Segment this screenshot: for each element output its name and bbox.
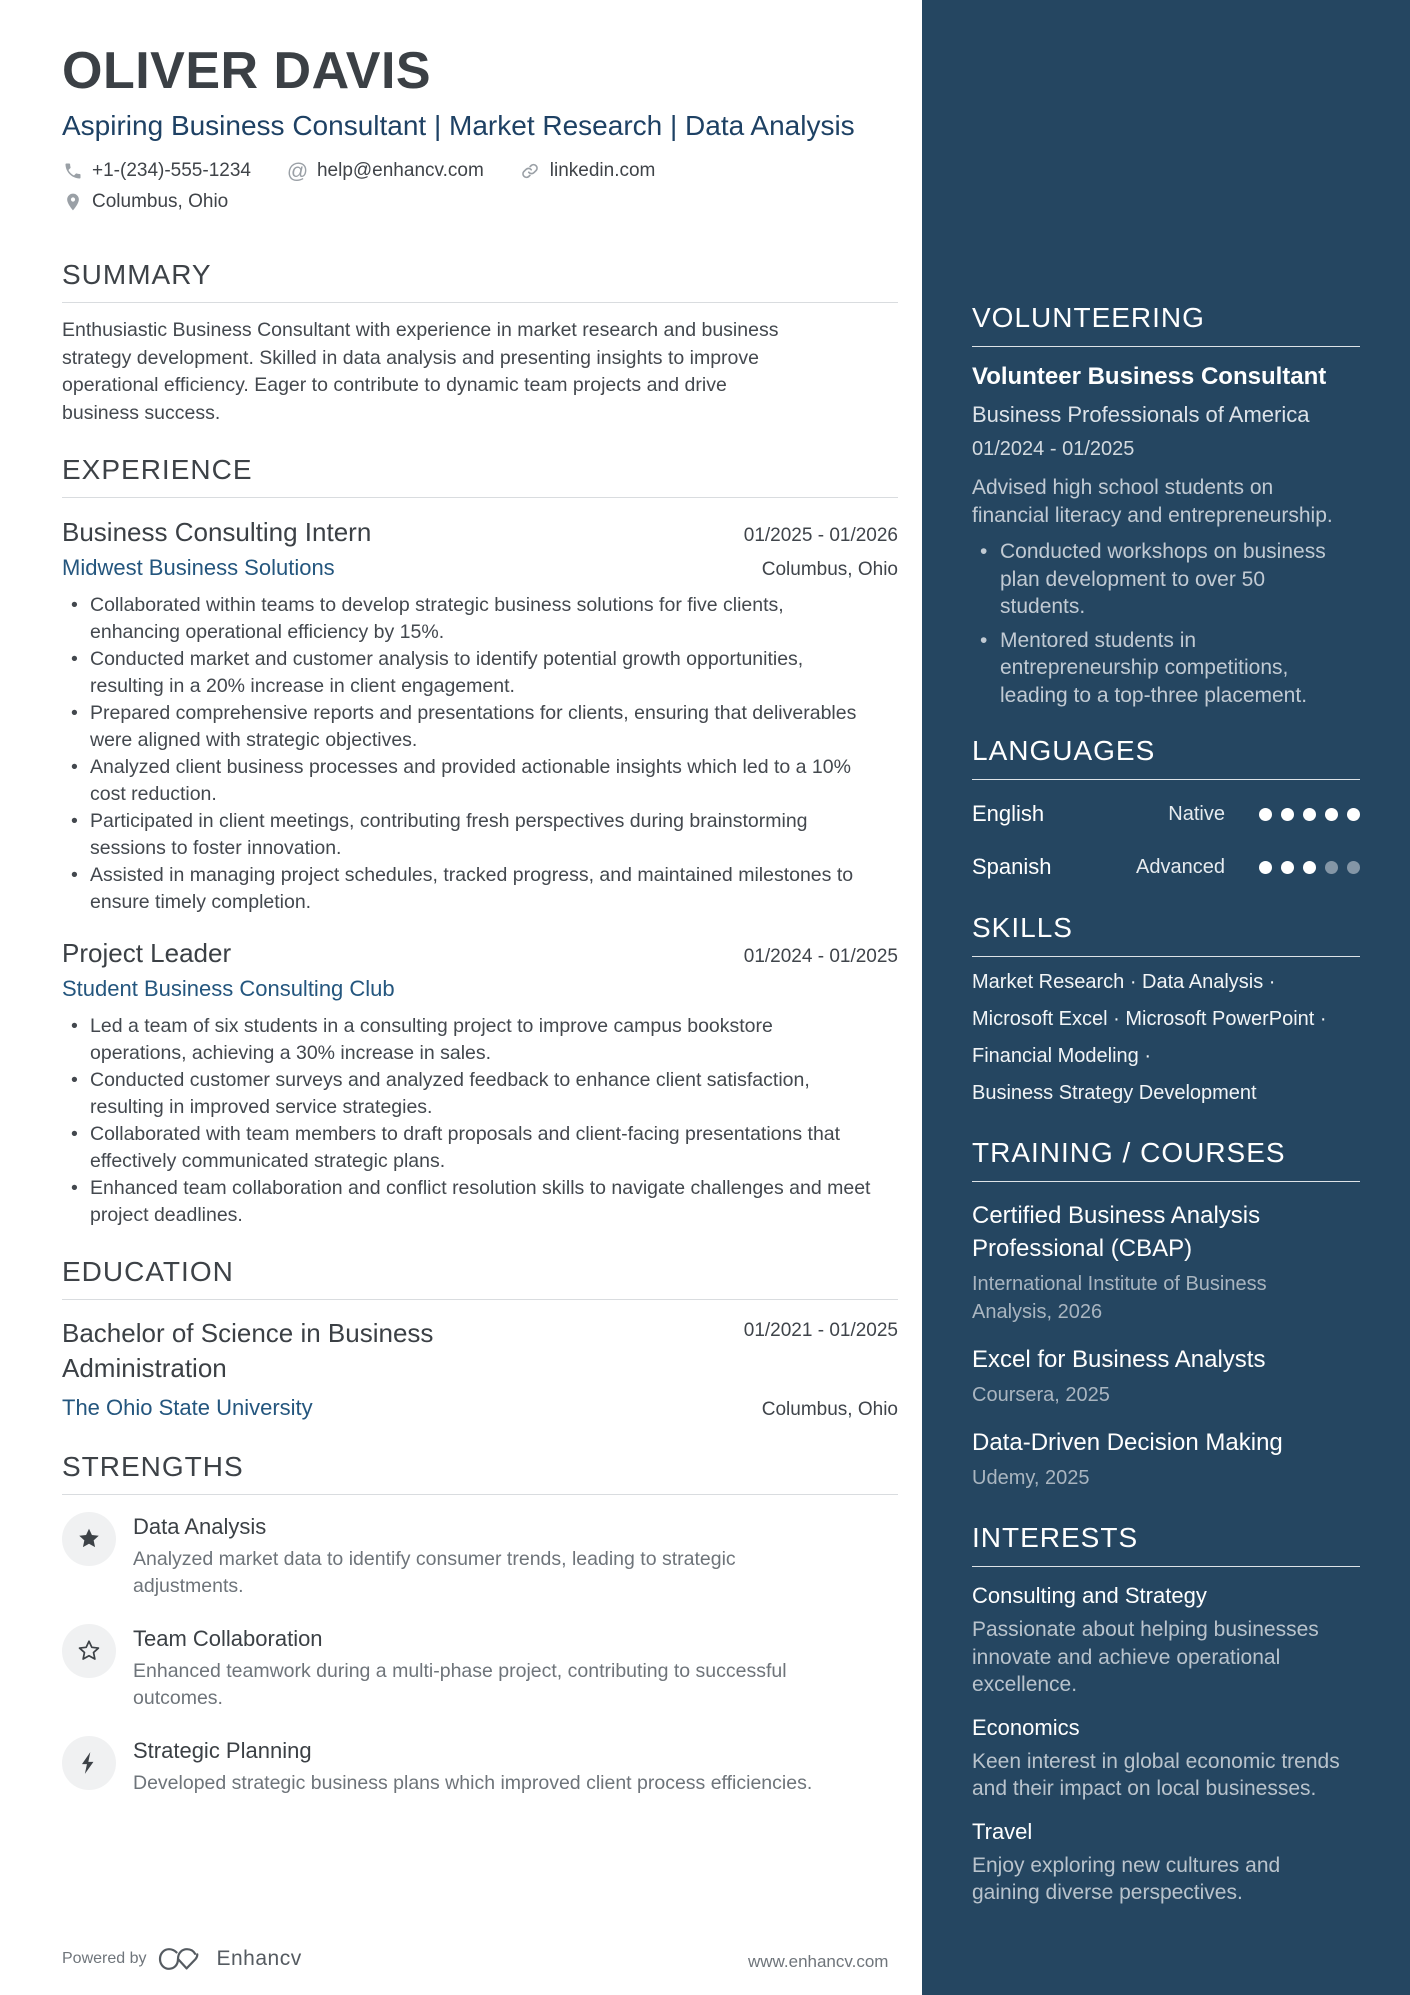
phone-contact (62, 160, 251, 182)
course-provider: Udemy, 2025 (972, 1467, 1090, 1489)
language-name: Spanish (972, 854, 1052, 879)
star-outline-icon (62, 1624, 116, 1678)
proficiency-dot-filled (1259, 861, 1272, 874)
volunteer-bullet: • Mentored students in entrepreneurship competitions, leading to a top-three placement. (972, 627, 1344, 710)
strength-description: Developed strategic business plans which improved client process efficiencies. (133, 1772, 813, 1794)
training-divider (972, 1181, 1360, 1182)
experience-heading: EXPERIENCE (62, 454, 253, 485)
skill-line: Financial Modeling · (972, 1045, 1151, 1067)
job-dates: 01/2025 - 01/2026 (743, 525, 898, 546)
location-contact (62, 191, 228, 213)
experience-divider (62, 497, 898, 498)
company-name: Midwest Business Solutions (62, 555, 335, 580)
skills-divider (972, 956, 1360, 957)
volunteer-dates: 01/2024 - 01/2025 (972, 438, 1135, 460)
strength-title: Team Collaboration (133, 1626, 323, 1651)
award-star-icon (62, 1512, 116, 1566)
languages-section (972, 735, 1360, 886)
volunteer-organization: Business Professionals of America (972, 402, 1310, 427)
email-at-icon: @ (286, 159, 309, 183)
course-title: Excel for Business Analysts (972, 1346, 1266, 1373)
course-entry (972, 1343, 1360, 1409)
job-bullet: • Collaborated within teams to develop strategic business solutions for five clients, enhancing operational efficiency by 15%. (62, 592, 874, 646)
candidate-name: OLIVER DAVIS (62, 42, 432, 100)
job-header (62, 938, 898, 969)
course-title: Data-Driven Decision Making (972, 1429, 1283, 1456)
strength-item-team-collaboration (62, 1624, 898, 1712)
languages-heading: LANGUAGES (972, 735, 1156, 766)
job-bullet: • Collaborated with team members to draft proposals and client-facing presentations that effectively communicated strategic plans. (62, 1121, 874, 1175)
job-bullet-list (62, 592, 874, 916)
website-url[interactable]: linkedin.com (549, 160, 656, 181)
course-entry (972, 1199, 1360, 1326)
proficiency-dot-filled (1303, 861, 1316, 874)
strengths-divider (62, 1494, 898, 1495)
job-title: Business Consulting Intern (62, 517, 372, 547)
volunteering-divider (972, 346, 1360, 347)
skill-line: Market Research · Data Analysis · (972, 971, 1276, 993)
skills-heading: SKILLS (972, 912, 1073, 943)
location-text: Columbus, Ohio (92, 191, 229, 212)
sidebar (922, 0, 1410, 1995)
interest-description: Enjoy exploring new cultures and gaining diverse perspectives. (972, 1853, 1281, 1904)
interest-title: Travel (972, 1818, 1033, 1844)
enhancv-logo-icon (157, 1944, 207, 1974)
enhancv-brand-name: Enhancv (216, 1947, 302, 1970)
language-name: English (972, 801, 1045, 826)
strength-item-data-analysis (62, 1512, 898, 1600)
job-entry-1 (62, 517, 898, 916)
job-bullet: • Assisted in managing project schedules, tracked progress, and maintained milestones to ensure timely completion. (62, 862, 874, 916)
volunteer-bullet: • Conducted workshops on business plan development to over 50 students. (972, 538, 1344, 621)
job-bullet: • Participated in client meetings, contributing fresh perspectives during brainstorming sessions to foster innovation. (62, 808, 874, 862)
course-provider: International Institute of Business Analysis, 2026 (972, 1273, 1267, 1323)
school-name: The Ohio State University (62, 1395, 313, 1420)
proficiency-dot-filled (1325, 808, 1338, 821)
powered-by-label: Powered by (62, 1950, 147, 1967)
interest-entry (972, 1819, 1360, 1907)
training-heading: TRAINING / COURSES (972, 1137, 1286, 1168)
footer-url[interactable]: www.enhancv.com (748, 1952, 889, 1971)
job-title: Project Leader (62, 938, 232, 968)
skills-section (972, 912, 1360, 1105)
education-divider (62, 1299, 898, 1300)
proficiency-dot-filled (1281, 808, 1294, 821)
volunteering-section (972, 302, 1360, 709)
skill-line: Microsoft Excel · Microsoft PowerPoint · (972, 1008, 1327, 1030)
interest-title: Consulting and Strategy (972, 1583, 1207, 1608)
course-provider: Coursera, 2025 (972, 1384, 1110, 1406)
course-entry (972, 1426, 1360, 1492)
strength-body (133, 1512, 833, 1600)
strength-body (133, 1624, 833, 1712)
education-dates: 01/2021 - 01/2025 (743, 1320, 898, 1341)
interests-section (972, 1522, 1360, 1907)
education-section (62, 1256, 898, 1421)
proficiency-dot-filled (1281, 861, 1294, 874)
job-subheader (62, 555, 898, 581)
email-address[interactable]: help@enhancv.com (316, 160, 484, 181)
interest-entry (972, 1583, 1360, 1699)
phone-number[interactable]: +1-(234)-555-1234 (92, 160, 251, 181)
job-dates: 01/2024 - 01/2025 (743, 946, 898, 967)
language-row-spanish (972, 848, 1360, 886)
contact-row-1 (62, 160, 898, 182)
strengths-heading: STRENGTHS (62, 1451, 244, 1482)
languages-divider (972, 779, 1360, 780)
job-entry-2 (62, 938, 898, 1229)
job-header (62, 517, 898, 548)
volunteer-description: Advised high school students on financial literacy and entrepreneurship. (972, 476, 1333, 527)
education-location: Columbus, Ohio (761, 1399, 898, 1420)
phone-icon (62, 161, 83, 182)
summary-heading: SUMMARY (62, 259, 212, 290)
contact-row-2 (62, 191, 898, 213)
proficiency-dot-empty (1347, 861, 1360, 874)
proficiency-dot-filled (1347, 808, 1360, 821)
job-bullet-list (62, 1013, 874, 1229)
language-row-english (972, 795, 1360, 833)
job-bullet: • Conducted customer surveys and analyzed feedback to enhance client satisfaction, resulting in improved service strategies. (62, 1067, 874, 1121)
link-icon (520, 161, 541, 182)
strengths-section (62, 1451, 898, 1797)
volunteer-bullet-list (972, 538, 1344, 709)
interests-heading: INTERESTS (972, 1522, 1139, 1553)
strength-body (133, 1736, 812, 1797)
strength-description: Analyzed market data to identify consumer trends, leading to strategic adjustments. (133, 1548, 736, 1597)
proficiency-dot-empty (1325, 861, 1338, 874)
job-bullet: • Conducted market and customer analysis to identify potential growth opportunities, resulting in a 20% increase in client engagement. (62, 646, 874, 700)
strength-title: Data Analysis (133, 1514, 267, 1539)
education-subheader (62, 1395, 898, 1421)
candidate-headline: Aspiring Business Consultant | Market Research | Data Analysis (62, 110, 855, 141)
interest-entry (972, 1715, 1360, 1803)
strength-description: Enhanced teamwork during a multi-phase project, contributing to successful outcomes. (133, 1660, 787, 1709)
job-bullet: • Prepared comprehensive reports and presentations for clients, ensuring that deliverables were aligned with strategic objectives. (62, 700, 874, 754)
language-proficiency-dots (1259, 861, 1360, 874)
interest-description: Passionate about helping businesses innovate and achieve operational excellence. (972, 1618, 1319, 1696)
job-bullet: • Enhanced team collaboration and conflict resolution skills to navigate challenges and meet project deadlines. (62, 1175, 874, 1229)
language-proficiency-dots (1259, 808, 1360, 821)
job-bullet: • Led a team of six students in a consulting project to improve campus bookstore operations, achieving a 30% increase in sales. (62, 1013, 874, 1067)
proficiency-dot-filled (1259, 808, 1272, 821)
degree-title: Bachelor of Science in Business Administration (62, 1318, 434, 1383)
strength-item-strategic-planning (62, 1736, 898, 1797)
interests-divider (972, 1566, 1360, 1567)
email-contact (287, 160, 484, 182)
job-bullet: • Analyzed client business processes and provided actionable insights which led to a 10% cost reduction. (62, 754, 874, 808)
summary-divider (62, 302, 898, 303)
skill-line: Business Strategy Development (972, 1082, 1257, 1104)
education-header (62, 1316, 898, 1386)
summary-text: Enthusiastic Business Consultant with experience in market research and business strategy development. Skilled in data analysis and presenting insights to improve operational efficiency. Eager to contribute to dynamic team projects and drive business success. (62, 319, 779, 424)
job-subheader (62, 976, 898, 1002)
strength-title: Strategic Planning (133, 1738, 312, 1763)
volunteering-heading: VOLUNTEERING (972, 302, 1205, 333)
experience-section (62, 454, 898, 1229)
job-location: Columbus, Ohio (761, 559, 898, 580)
company-name: Student Business Consulting Club (62, 976, 395, 1001)
language-level: Native (1168, 802, 1225, 825)
education-heading: EDUCATION (62, 1256, 234, 1287)
lightning-bolt-icon (62, 1736, 116, 1790)
interest-title: Economics (972, 1714, 1080, 1740)
website-contact (520, 160, 656, 182)
training-section (972, 1137, 1360, 1492)
footer (62, 1944, 302, 1974)
summary-section (62, 259, 898, 427)
volunteer-role: Volunteer Business Consultant (972, 363, 1327, 390)
proficiency-dot-filled (1303, 808, 1316, 821)
language-level: Advanced (1136, 855, 1225, 878)
interest-description: Keen interest in global economic trends and their impact on local businesses. (972, 1749, 1340, 1800)
location-pin-icon (62, 192, 83, 213)
course-title: Certified Business Analysis Professional (CBAP) (972, 1202, 1261, 1262)
